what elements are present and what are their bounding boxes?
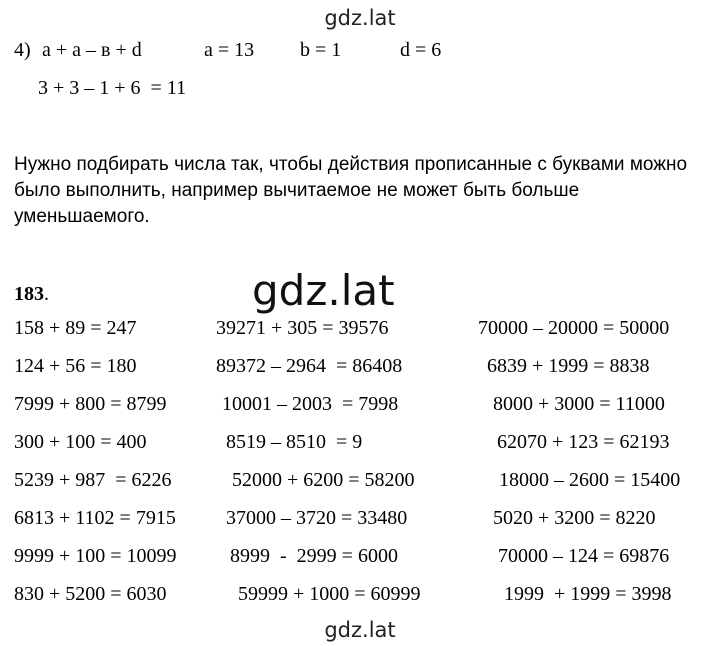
task-number-dot: . <box>44 283 49 305</box>
task-number-line <box>14 282 49 306</box>
equation-cell: 70000 – 20000 = 50000 <box>478 317 670 339</box>
equation-cell: 300 + 100 = 400 <box>14 431 147 453</box>
value-d: d = 6 <box>400 39 442 61</box>
equation-cell: 1999 + 1999 = 3998 <box>504 583 672 605</box>
part4-calculation: 3 + 3 – 1 + 6 = 11 <box>38 77 187 99</box>
equation-cell: 62070 + 123 = 62193 <box>497 431 670 453</box>
equation-cell: 39271 + 305 = 39576 <box>216 317 389 339</box>
equation-cell: 10001 – 2003 = 7998 <box>222 393 399 415</box>
value-b: b = 1 <box>300 39 342 61</box>
watermark-top: gdz.lat <box>324 6 396 30</box>
task-number: 183 <box>14 283 44 305</box>
equation-cell: 52000 + 6200 = 58200 <box>232 469 415 491</box>
equation-cell: 8519 – 8510 = 9 <box>226 431 363 453</box>
equation-cell: 830 + 5200 = 6030 <box>14 583 167 605</box>
part4-expression: a + a – в + d <box>42 39 142 61</box>
equation-cell: 18000 – 2600 = 15400 <box>499 469 681 491</box>
part4-label: 4) <box>14 39 31 61</box>
equation-cell: 70000 – 124 = 69876 <box>498 545 670 567</box>
equation-cell: 5020 + 3200 = 8220 <box>493 507 656 529</box>
watermark-middle: gdz.lat <box>252 266 395 315</box>
equation-cell: 124 + 56 = 180 <box>14 355 137 377</box>
equation-cell: 37000 – 3720 = 33480 <box>226 507 408 529</box>
equation-cell: 8999 - 2999 = 6000 <box>230 545 398 567</box>
equation-cell: 9999 + 100 = 10099 <box>14 545 177 567</box>
equation-cell: 6839 + 1999 = 8838 <box>487 355 650 377</box>
equation-cell: 158 + 89 = 247 <box>14 317 137 339</box>
explanation-paragraph: Нужно подбирать числа так, чтобы действия прописанные с буквами можно было выполнить, например вычитаемое не может быть больше уменьшаемого. <box>14 154 688 227</box>
watermark-bottom: gdz.lat <box>324 618 396 642</box>
equation-cell: 59999 + 1000 = 60999 <box>238 583 421 605</box>
equation-cell: 6813 + 1102 = 7915 <box>14 507 176 529</box>
equation-cell: 5239 + 987 = 6226 <box>14 469 172 491</box>
equation-cell: 8000 + 3000 = 11000 <box>493 393 665 415</box>
equation-cell: 89372 – 2964 = 86408 <box>216 355 403 377</box>
value-a: a = 13 <box>204 39 255 61</box>
equation-cell: 7999 + 800 = 8799 <box>14 393 167 415</box>
